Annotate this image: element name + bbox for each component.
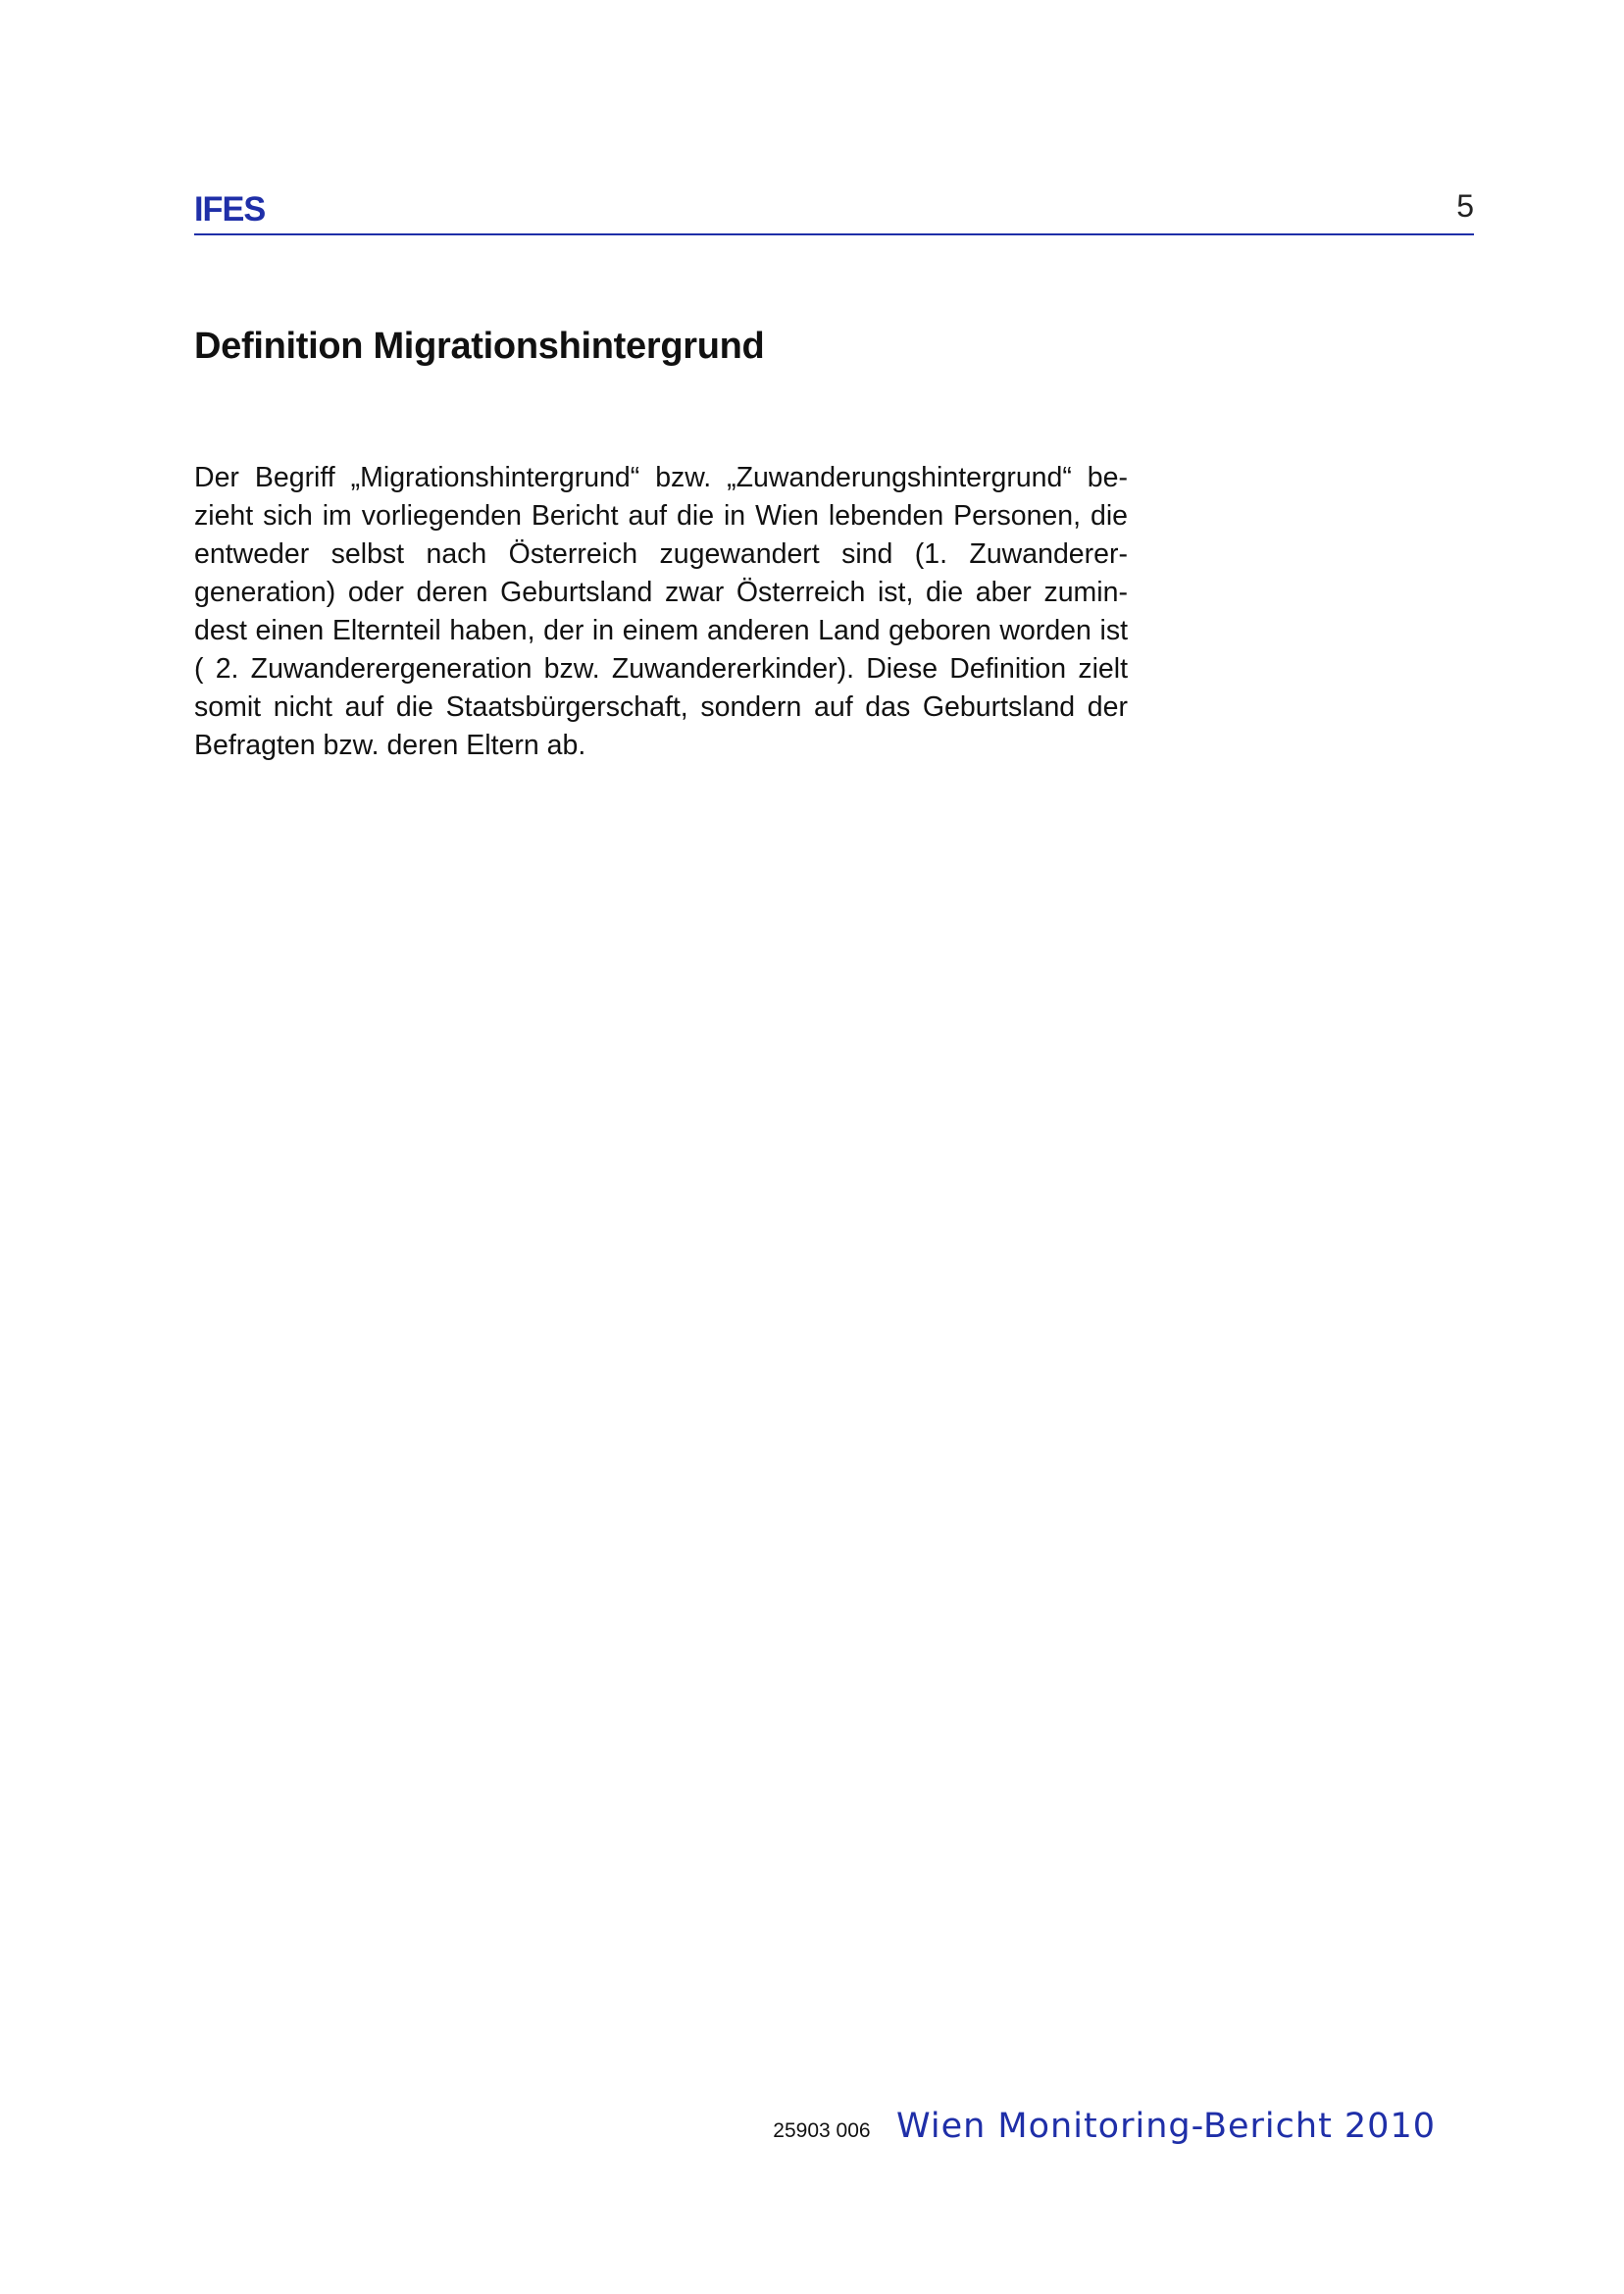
definition-paragraph: Der Begriff „Migrationshintergrund“ bzw. „Zuwanderungshintergrund“ bezieht sich im vorliegenden Bericht auf die in Wien lebenden Personen, die entweder selbst nach Österreich zugewandert sind (1. Zuwanderergeneration) oder deren Geburtsland zwar Österreich ist, die aber zumindest einen Elternteil haben, der in einem anderen Land geboren worden ist ( 2. Zuwanderergeneration bzw. Zuwandererkinder). Diese Definition zielt somit nicht auf die Staatsbürgerschaft, sondern auf das Geburtsland der Befragten bzw. deren Eltern ab. bbox=[194, 462, 1128, 761]
page-footer bbox=[773, 2107, 1436, 2146]
section-title: Definition Migrationshintergrund bbox=[194, 326, 765, 367]
page-number: 5 bbox=[1456, 188, 1474, 224]
ifes-logo: IFES bbox=[194, 190, 266, 229]
report-code: 25903 006 bbox=[773, 2119, 871, 2142]
report-title: Wien Monitoring-Bericht 2010 bbox=[896, 2107, 1436, 2146]
page-header bbox=[194, 186, 1474, 235]
